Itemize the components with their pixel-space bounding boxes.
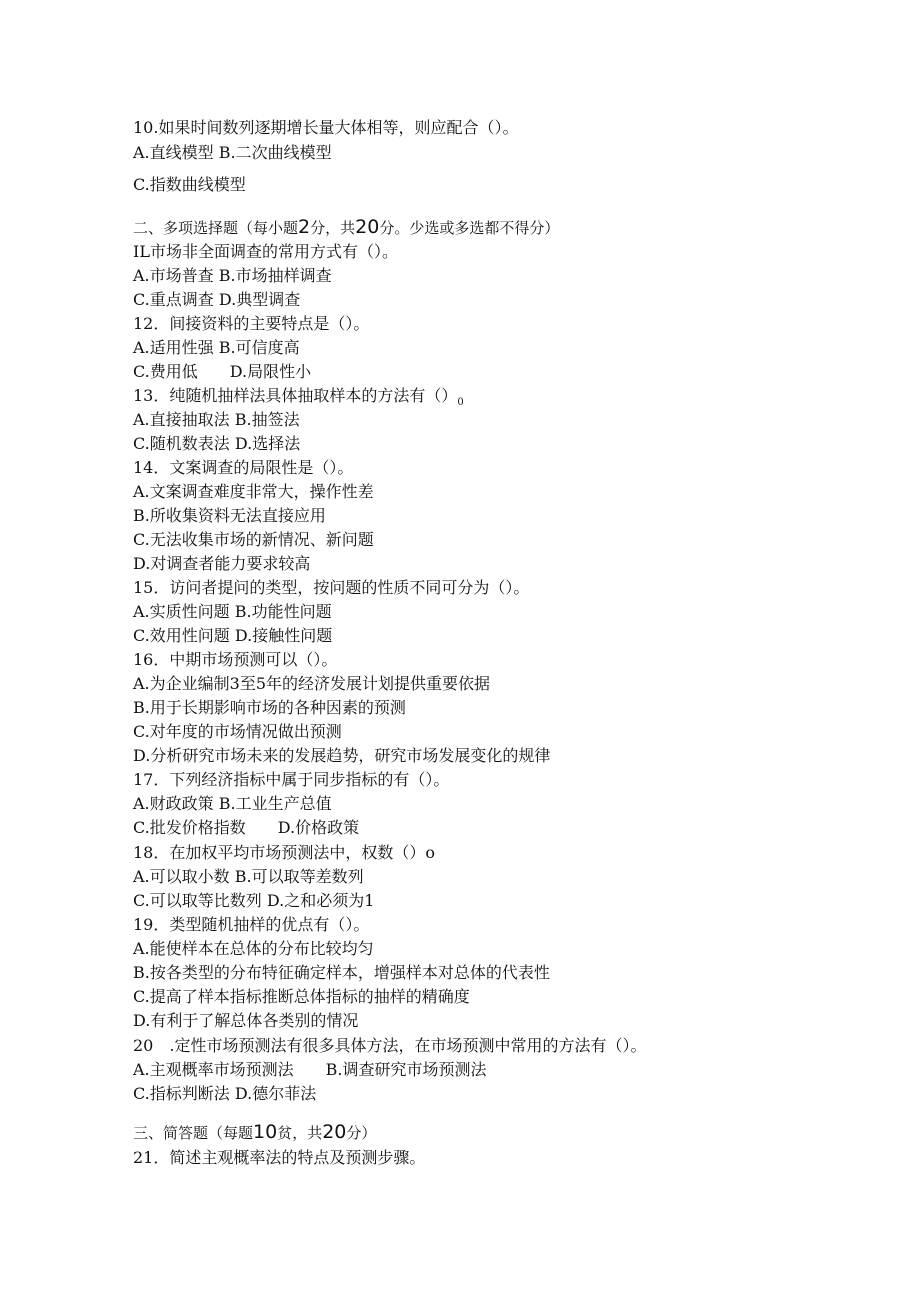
q19-option-d: D.有利于了解总体各类别的情况	[133, 1011, 359, 1030]
q13-options-cd: C.随机数表法 D.选择法	[133, 434, 301, 453]
q11-options-cd: C.重点调查 D.典型调查	[133, 290, 301, 309]
q21-stem: 21．简述主观概率法的特点及预测步骤。	[133, 1148, 426, 1167]
q17-stem: 17．下列经济指标中属于同步指标的有（）。	[133, 770, 450, 789]
q16-option-b: B.用于长期影响市场的各种因素的预测	[133, 698, 406, 717]
q12-options-ab: A.适用性强 B.可信度高	[133, 338, 300, 357]
q20-options-cd: C.指标判断法 D.德尔菲法	[133, 1084, 317, 1103]
q10-option-c: C.指数曲线模型	[133, 175, 246, 194]
q17-options-ab: A.财政政策 B.工业生产总值	[133, 794, 332, 813]
q14-option-c: C.无法收集市场的新情况、新问题	[133, 530, 374, 549]
q13-stem: 13．纯随机抽样法具体抽取样本的方法有$()_0$	[133, 386, 464, 408]
q20-stem: 20 .定性市场预测法有很多具体方法，在市场预测中常用的方法有（）。	[133, 1036, 647, 1055]
q17-options-cd: C.批发价格指数 D.价格政策	[133, 818, 360, 837]
q16-option-a: A.为企业编制3至5年的经济发展计划提供重要依据	[133, 674, 491, 693]
q12-stem: 12．间接资料的主要特点是（）。	[133, 314, 370, 333]
q11-stem: IL市场非全面调查的常用方式有（）。	[133, 242, 398, 261]
q16-stem: 16．中期市场预测可以（）。	[133, 650, 338, 669]
section3-heading: 三、简答题（每题10贫，共20分）	[133, 1121, 377, 1143]
q11-options-ab: A.市场普查 B.市场抽样调查	[133, 266, 332, 285]
q19-option-a: A.能使样本在总体的分布比较均匀	[133, 939, 374, 958]
q10-stem: 10.如果时间数列逐期增长量大体相等，则应配合（）。	[133, 118, 519, 137]
q18-options-ab: A.可以取小数 B.可以取等差数列	[133, 867, 364, 886]
q19-option-c: C.提高了样本指标推断总体指标的抽样的精确度	[133, 987, 470, 1006]
q14-option-a: A.文案调查难度非常大，操作性差	[133, 482, 374, 501]
q14-stem: 14．文案调查的局限性是（）。	[133, 458, 354, 477]
q15-options-ab: A.实质性问题 B.功能性问题	[133, 602, 332, 621]
q16-option-c: C.对年度的市场情况做出预测	[133, 722, 342, 741]
q18-stem: 18．在加权平均市场预测法中，权数（）o	[133, 843, 435, 862]
q15-stem: 15．访问者提问的类型，按问题的性质不同可分为（）。	[133, 578, 530, 597]
q14-option-d: D.对调查者能力要求较高	[133, 554, 311, 573]
q19-stem: 19．类型随机抽样的优点有（）。	[133, 915, 370, 934]
q14-option-b: B.所收集资料无法直接应用	[133, 506, 326, 525]
q18-options-cd: C.可以取等比数列 D.之和必须为1	[133, 891, 375, 910]
q16-option-d: D.分析研究市场未来的发展趋势，研究市场发展变化的规律	[133, 746, 551, 765]
q20-options-ab: A.主观概率市场预测法 B.调查研究市场预测法	[133, 1060, 487, 1079]
q12-options-cd: C.费用低 D.局限性小	[133, 362, 312, 381]
q10-options-ab: A.直线模型 B.二次曲线模型	[133, 143, 332, 162]
q13-options-ab: A.直接抽取法 B.抽签法	[133, 410, 300, 429]
section2-heading: 二、多项选择题（每小题2分，共20分。少选或多选都不得分）	[133, 216, 560, 238]
q15-options-cd: C.效用性问题 D.接触性问题	[133, 626, 333, 645]
q19-option-b: B.按各类型的分布特征确定样本，增强样本对总体的代表性	[133, 963, 550, 982]
